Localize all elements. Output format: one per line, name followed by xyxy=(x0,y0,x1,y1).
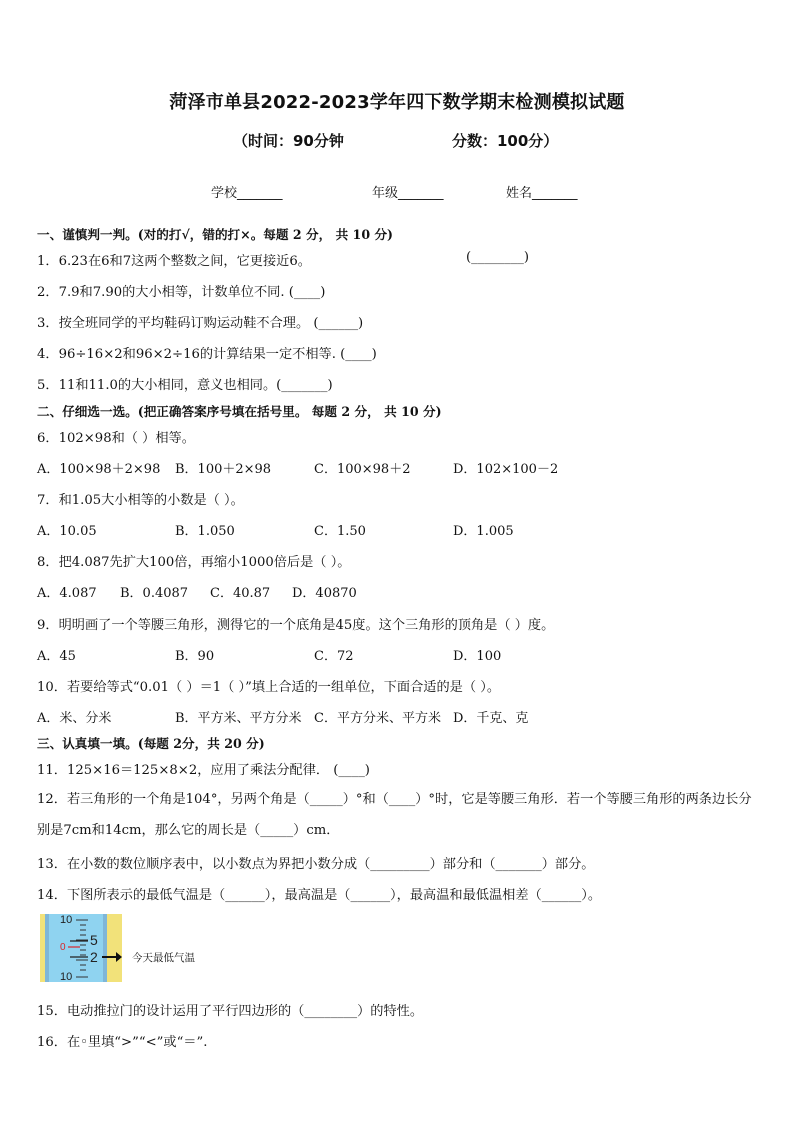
question-4: 4．96÷16×2和96×2÷16的计算结果一定不相等. (____) xyxy=(37,347,377,362)
question-5: 5．11和11.0的大小相同，意义也相同。(_______) xyxy=(37,378,333,393)
q8-option-d: D．40870 xyxy=(292,586,357,601)
question-9: 9．明明画了一个等腰三角形，测得它的一个底角是45度。这个三角形的顶角是（ ）度。 xyxy=(37,618,555,633)
q6-option-d: D．102×100－2 xyxy=(453,462,559,477)
thermometer-edge-left xyxy=(45,914,49,982)
q9-option-a: A．45 xyxy=(37,649,76,664)
q7-option-c: C．1.50 xyxy=(314,524,366,539)
q8-option-b: B．0.4087 xyxy=(120,586,189,601)
question-11: 11．125×16＝125×8×2，应用了乘法分配律． (____) xyxy=(37,763,370,778)
question-10: 10．若要给等式“0.01（ ）＝1（ ）”填上合适的一组单位，下面合适的是（ ）。 xyxy=(37,680,501,695)
thermometer-left-rail xyxy=(40,914,45,982)
high-temp-label: 5 xyxy=(90,932,98,948)
question-1-blank: (________) xyxy=(466,250,530,265)
low-temp-label: 2 xyxy=(90,949,98,965)
question-8: 8．把4.087先扩大100倍，再缩小1000倍后是（ ）。 xyxy=(37,555,351,570)
exam-time: （时间：90分钟 xyxy=(233,132,344,150)
question-13: 13．在小数的数位顺序表中，以小数点为界把小数分成（_________）部分和（_______）部分。 xyxy=(37,857,595,872)
page-title: 菏泽市单县2022-2023学年四下数学期末检测模拟试题 xyxy=(169,92,625,113)
question-2: 2．7.9和7.90的大小相等，计数单位不同. (____) xyxy=(37,285,326,300)
question-12: 12．若三角形的一个角是104°，另两个角是（_____）°和（____）°时，它是等腰三角形．若一个等腰三角形的两条边长分别是7cm和14cm，那么它的周长是（_____）cm． xyxy=(37,792,752,838)
thermometer-tube xyxy=(49,914,103,982)
tick-label-top: 10 xyxy=(60,914,73,926)
name-field: 姓名_______ xyxy=(506,186,578,201)
question-15: 15．电动推拉门的设计运用了平行四边形的（________）的特性。 xyxy=(37,1004,424,1019)
q8-option-a: A．4.087 xyxy=(37,586,97,601)
q6-option-b: B．100＋2×98 xyxy=(175,462,272,477)
section2-heading: 二、仔细选一选。(把正确答案序号填在括号里。 每题 2 分， 共 10 分) xyxy=(37,404,442,419)
q10-option-c: C．平方分米、平方米 xyxy=(314,711,441,726)
q10-option-d: D．千克、克 xyxy=(453,711,529,726)
exam-score: 分数：100分） xyxy=(452,132,559,150)
question-14: 14．下图所表示的最低气温是（______），最高温是（______），最高温和最低温相差（______）。 xyxy=(37,888,602,903)
q10-option-b: B．平方米、平方分米 xyxy=(175,711,302,726)
thermometer-edge-right xyxy=(103,914,107,982)
q9-option-c: C．72 xyxy=(314,649,354,664)
thermometer-figure xyxy=(40,914,122,982)
question-16: 16．在◦里填“>”“<”或“＝”. xyxy=(37,1035,208,1050)
tick-label-bottom: 10 xyxy=(60,971,73,982)
q7-option-b: B．1.050 xyxy=(175,524,235,539)
q6-option-c: C．100×98＋2 xyxy=(314,462,411,477)
section3-heading: 三、认真填一填。(每题 2分，共 20 分) xyxy=(37,736,265,751)
q9-option-d: D．100 xyxy=(453,649,502,664)
question-1: 1．6.23在6和7这两个整数之间，它更接近6。 xyxy=(37,254,311,269)
question-3: 3．按全班同学的平均鞋码订购运动鞋不合理。 (______) xyxy=(37,316,364,331)
tick-label-zero: 0 xyxy=(60,942,66,953)
question-7: 7．和1.05大小相等的小数是（ ）。 xyxy=(37,493,244,508)
thermometer-caption: 今天最低气温 xyxy=(132,952,195,964)
q6-option-a: A．100×98＋2×98 xyxy=(37,462,161,477)
school-field: 学校_______ xyxy=(211,186,283,201)
thermometer-right-rail xyxy=(107,914,122,982)
section1-heading: 一、谨慎判一判。(对的打√，错的打×。每题 2 分， 共 10 分) xyxy=(37,227,394,242)
q9-option-b: B．90 xyxy=(175,649,215,664)
q10-option-a: A．米、分米 xyxy=(37,711,112,726)
q7-option-d: D．1.005 xyxy=(453,524,514,539)
question-6: 6．102×98和（ ）相等。 xyxy=(37,431,195,446)
q8-option-c: C．40.87 xyxy=(210,586,271,601)
grade-field: 年级_______ xyxy=(372,186,444,201)
q7-option-a: A．10.05 xyxy=(37,524,97,539)
